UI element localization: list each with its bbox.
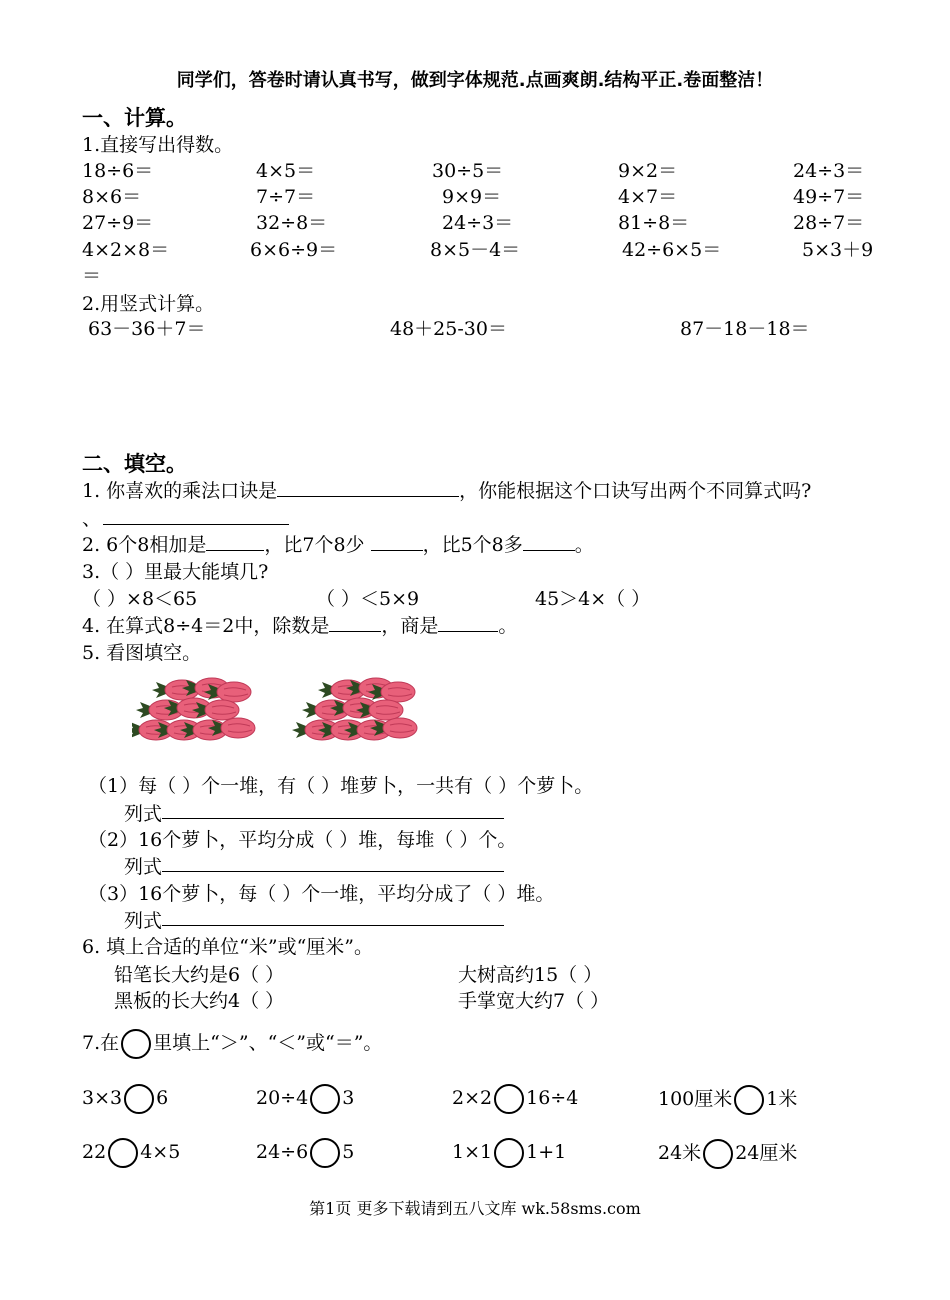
compare-circle[interactable] bbox=[310, 1084, 340, 1114]
fill-q4-text: 4. 在算式8÷4＝2中，除数是 bbox=[82, 615, 330, 637]
answer-line[interactable] bbox=[162, 871, 504, 872]
fill-q2-text: 2. 6个8相加是 bbox=[82, 534, 207, 556]
answer-blank[interactable] bbox=[371, 532, 423, 551]
calc-item: 81÷8＝ bbox=[618, 212, 690, 234]
compare-circle[interactable] bbox=[124, 1084, 154, 1114]
answer-blank[interactable] bbox=[206, 532, 264, 551]
fill-q2-text3: ，比5个8多 bbox=[422, 534, 523, 556]
radish-pile-2 bbox=[292, 678, 417, 740]
fill-q3-item: （ ）×8＜65 bbox=[82, 588, 198, 610]
compare-item bbox=[82, 1138, 180, 1168]
header-notice: 同学们，答卷时请认真书写，做到字体规范.点画爽朗.结构平正.卷面整洁！ bbox=[176, 70, 774, 91]
q5-sub3: （3）16个萝卜，每（ ）个一堆，平均分成了（ ）堆。 bbox=[88, 883, 555, 905]
fill-q4-end: 。 bbox=[498, 615, 518, 637]
vertical-calc-item: 63－36＋7＝ bbox=[88, 318, 206, 340]
compare-item bbox=[452, 1084, 578, 1114]
calc-item: 32÷8＝ bbox=[256, 212, 328, 234]
fill-q7-text2: 里填上“＞”、“＜”或“＝”。 bbox=[153, 1032, 383, 1054]
compare-left: 24÷6 bbox=[256, 1141, 309, 1163]
fill-q6-item: 黑板的长大约4（ ） bbox=[114, 990, 285, 1012]
calc-item: 28÷7＝ bbox=[793, 212, 865, 234]
fill-q4-text2: ，商是 bbox=[381, 615, 439, 637]
compare-left: 100厘米 bbox=[658, 1088, 733, 1110]
lieshi-label: 列式 bbox=[124, 803, 163, 825]
compare-right: 3 bbox=[342, 1087, 355, 1109]
vertical-calc-item: 87－18－18＝ bbox=[680, 318, 810, 340]
calc-item: 4×7＝ bbox=[618, 186, 678, 208]
q5-sub2: （2）16个萝卜，平均分成（ ）堆，每堆（ ）个。 bbox=[88, 829, 517, 851]
calc-item: 9×2＝ bbox=[618, 160, 678, 182]
calc-item: 8×5－4＝ bbox=[430, 239, 521, 261]
fill-q7 bbox=[82, 1028, 382, 1059]
fill-q6-item: 铅笔长大约是6（ ） bbox=[114, 964, 285, 986]
compare-item bbox=[82, 1084, 168, 1114]
fill-q1-text: 1. 你喜欢的乘法口诀是 bbox=[82, 480, 278, 502]
answer-blank[interactable] bbox=[329, 613, 381, 632]
circle-icon bbox=[121, 1029, 151, 1059]
calc-item: 24÷3＝ bbox=[442, 212, 514, 234]
compare-left: 20÷4 bbox=[256, 1087, 309, 1109]
compare-item bbox=[452, 1138, 566, 1168]
answer-blank[interactable] bbox=[438, 613, 498, 632]
calc-item: 18÷6＝ bbox=[82, 160, 154, 182]
lieshi-label: 列式 bbox=[124, 856, 163, 878]
compare-left: 3×3 bbox=[82, 1087, 123, 1109]
fill-q6-item: 手掌宽大约7（ ） bbox=[458, 990, 610, 1012]
calc-item: 9×9＝ bbox=[442, 186, 502, 208]
lieshi-label: 列式 bbox=[124, 910, 163, 932]
q5-sub1: （1）每（ ）个一堆，有（ ）堆萝卜，一共有（ ）个萝卜。 bbox=[88, 775, 594, 797]
compare-circle[interactable] bbox=[310, 1138, 340, 1168]
calc-item: 24÷3＝ bbox=[793, 160, 865, 182]
calc-item-wrap: ＝ bbox=[82, 265, 102, 287]
calc-item: 4×2×8＝ bbox=[82, 239, 170, 261]
calc-item: 4×5＝ bbox=[256, 160, 316, 182]
compare-left: 1×1 bbox=[452, 1141, 493, 1163]
fill-q6: 6. 填上合适的单位“米”或“厘米”。 bbox=[82, 936, 374, 958]
section1-title: 一、计算。 bbox=[82, 106, 187, 130]
compare-right: 1米 bbox=[766, 1088, 798, 1110]
fill-q3-item: （ ）＜5×9 bbox=[316, 588, 420, 610]
compare-right: 5 bbox=[342, 1141, 355, 1163]
compare-circle[interactable] bbox=[108, 1138, 138, 1168]
compare-circle[interactable] bbox=[494, 1084, 524, 1114]
fill-q1-text2: ，你能根据这个口诀写出两个不同算式吗? bbox=[459, 480, 812, 502]
answer-line[interactable] bbox=[162, 818, 504, 819]
calc-item: 49÷7＝ bbox=[793, 186, 865, 208]
compare-right: 16÷4 bbox=[526, 1087, 579, 1109]
calc-item: 5×3＋9 bbox=[802, 239, 874, 261]
calc-item: 30÷5＝ bbox=[432, 160, 504, 182]
compare-right: 1+1 bbox=[526, 1141, 567, 1163]
compare-circle[interactable] bbox=[494, 1138, 524, 1168]
compare-circle[interactable] bbox=[703, 1139, 733, 1169]
fill-q3-item: 45＞4×（ ） bbox=[535, 588, 651, 610]
answer-blank[interactable] bbox=[103, 506, 289, 525]
fill-q7-text: 7.在 bbox=[82, 1032, 120, 1054]
fill-q6-item: 大树高约15（ ） bbox=[458, 964, 603, 986]
compare-right: 4×5 bbox=[140, 1141, 181, 1163]
compare-circle[interactable] bbox=[734, 1085, 764, 1115]
q1-title: 1.直接写出得数。 bbox=[82, 134, 234, 156]
compare-item bbox=[256, 1138, 354, 1168]
fill-q2-end: 。 bbox=[574, 534, 594, 556]
compare-left: 2×2 bbox=[452, 1087, 493, 1109]
compare-item bbox=[256, 1084, 354, 1114]
calc-item: 6×6÷9＝ bbox=[250, 239, 338, 261]
compare-left: 24米 bbox=[658, 1142, 702, 1164]
fill-q1-sep: 、 bbox=[82, 508, 102, 530]
compare-item bbox=[658, 1138, 797, 1169]
fill-q1-line2 bbox=[82, 504, 289, 531]
answer-line[interactable] bbox=[162, 925, 504, 926]
compare-left: 22 bbox=[82, 1141, 107, 1163]
fill-q3: 3.（ ）里最大能填几? bbox=[82, 561, 269, 583]
radish-picture bbox=[132, 672, 572, 752]
fill-q1 bbox=[82, 476, 811, 503]
calc-item: 7÷7＝ bbox=[256, 186, 316, 208]
q2-title: 2.用竖式计算。 bbox=[82, 293, 215, 315]
fill-q5: 5. 看图填空。 bbox=[82, 642, 202, 664]
compare-right: 6 bbox=[156, 1087, 169, 1109]
calc-item: 8×6＝ bbox=[82, 186, 142, 208]
fill-q4 bbox=[82, 611, 517, 638]
calc-item: 42÷6×5＝ bbox=[622, 239, 722, 261]
fill-q2 bbox=[82, 530, 594, 557]
calc-item: 27÷9＝ bbox=[82, 212, 154, 234]
answer-blank[interactable] bbox=[523, 532, 575, 551]
compare-right: 24厘米 bbox=[735, 1142, 798, 1164]
section2-title: 二、填空。 bbox=[82, 452, 187, 476]
fill-q2-text2: ，比7个8少 bbox=[264, 534, 365, 556]
radish-pile-1 bbox=[132, 678, 255, 740]
compare-item bbox=[658, 1084, 797, 1115]
vertical-calc-item: 48＋25-30＝ bbox=[390, 318, 507, 340]
page-footer: 第1页 更多下载请到五八文库 wk.58sms.com bbox=[309, 1199, 641, 1218]
answer-blank[interactable] bbox=[277, 478, 459, 497]
